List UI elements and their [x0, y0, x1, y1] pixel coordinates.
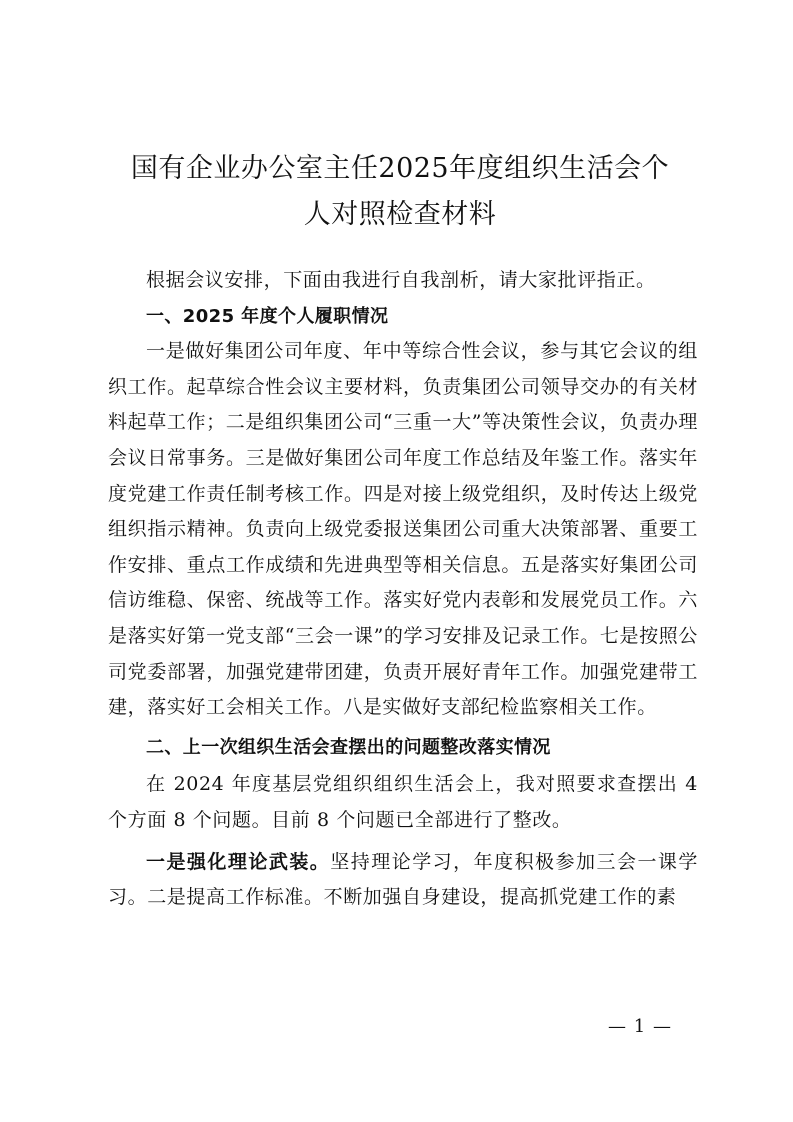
- title-line-1: 国有企业办公室主任2025年度组织生活会个: [130, 153, 670, 184]
- section-1-paragraph: 一是做好集团公司年度、年中等综合性会议，参与其它会议的组织工作。起草综合性会议主要材料，负责集团公司领导交办的有关材料起草工作；二是组织集团公司“三重一大”等决策性会议，负责办理会议日常事务。三是做好集团公司年度工作总结及年鉴工作。落实年度党建工作责任制考核工作。四是对接上级党组织，及时传达上级党组织指示精神。负责向上级党委报送集团公司重大决策部署、重要工作安排、重点工作成绩和先进典型等相关信息。五是落实好集团公司信访维稳、保密、统战等工作。落实好党内表彰和发展党员工作。六是落实好第一党支部“三会一课”的学习安排及记录工作。七是按照公司党委部署，加强党建带团建，负责开展好青年工作。加强党建带工建，落实好工会相关工作。八是实做好支部纪检监察相关工作。: [108, 340, 698, 719]
- item-1-text: 坚持理论学习，年度积极参加三会一课学习。二是提高工作标准。不断加强自身建设，提高抓党建工作的素: [108, 850, 698, 909]
- section-2-item-paragraph: [108, 845, 698, 916]
- section-2-heading: 二、上一次组织生活会查摆出的问题整改落实情况: [146, 736, 551, 758]
- page-number: — 1 —: [608, 1016, 672, 1037]
- section-2-paragraph: 在 2024 年度基层党组织组织生活会上，我对照要求查摆出 4 个方面 8 个问题。目前 8 个问题已全部进行了整改。: [108, 773, 698, 831]
- intro-paragraph: 根据会议安排，下面由我进行自我剖析，请大家批评指正。: [146, 269, 656, 291]
- document-body: [108, 263, 698, 916]
- title-line-2: 人对照检查材料: [303, 199, 497, 230]
- section-1-heading: 一、2025 年度个人履职情况: [146, 305, 389, 327]
- document-title: [100, 146, 700, 238]
- item-1-lead: 一是强化理论武装。: [146, 850, 331, 873]
